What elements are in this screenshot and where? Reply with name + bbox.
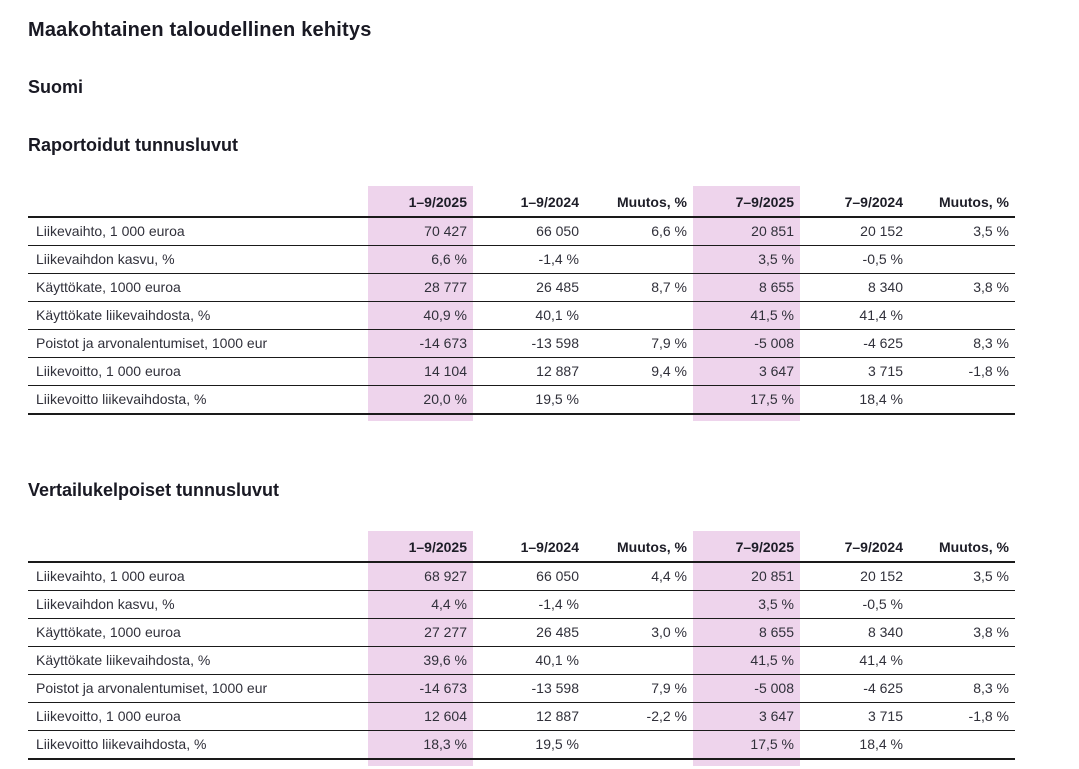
value-cell: 66 050 xyxy=(473,217,585,246)
row-label: Käyttökate liikevaihdosta, % xyxy=(28,647,368,675)
row-label: Liikevoitto liikevaihdosta, % xyxy=(28,386,368,415)
value-cell: 7,9 % xyxy=(585,675,693,703)
value-cell: -14 673 xyxy=(368,330,473,358)
table-row xyxy=(28,217,1015,246)
value-cell xyxy=(909,731,1015,760)
column-header-change-2: Muutos, % xyxy=(909,186,1015,217)
value-cell: -5 008 xyxy=(693,675,800,703)
highlight-column-extension xyxy=(693,415,800,421)
value-cell: 66 050 xyxy=(473,562,585,591)
value-cell: 8 655 xyxy=(693,274,800,302)
value-cell: 3,5 % xyxy=(693,246,800,274)
table-row xyxy=(28,358,1015,386)
section-comparable-key-figures xyxy=(28,479,1051,766)
table-row xyxy=(28,562,1015,591)
value-cell: 8 340 xyxy=(800,619,909,647)
value-cell: 8 340 xyxy=(800,274,909,302)
value-cell: -14 673 xyxy=(368,675,473,703)
table-row xyxy=(28,675,1015,703)
value-cell: -2,2 % xyxy=(585,703,693,731)
value-cell: 40,1 % xyxy=(473,647,585,675)
value-cell: 41,4 % xyxy=(800,302,909,330)
value-cell: 18,4 % xyxy=(800,386,909,415)
value-cell: 12 887 xyxy=(473,358,585,386)
value-cell: 3,5 % xyxy=(693,591,800,619)
row-label: Liikevaihdon kasvu, % xyxy=(28,246,368,274)
row-label: Liikevaihto, 1 000 euroa xyxy=(28,562,368,591)
value-cell: 6,6 % xyxy=(585,217,693,246)
value-cell: 8,3 % xyxy=(909,675,1015,703)
row-label: Liikevaihto, 1 000 euroa xyxy=(28,217,368,246)
value-cell: 3,5 % xyxy=(909,217,1015,246)
value-cell: 28 777 xyxy=(368,274,473,302)
value-cell: 17,5 % xyxy=(693,386,800,415)
value-cell: 8,7 % xyxy=(585,274,693,302)
value-cell: 18,4 % xyxy=(800,731,909,760)
row-label: Liikevoitto liikevaihdosta, % xyxy=(28,731,368,760)
value-cell: -13 598 xyxy=(473,675,585,703)
value-cell: 3,8 % xyxy=(909,274,1015,302)
value-cell: 3 647 xyxy=(693,358,800,386)
value-cell xyxy=(585,731,693,760)
value-cell xyxy=(909,591,1015,619)
value-cell: -0,5 % xyxy=(800,591,909,619)
row-label: Käyttökate liikevaihdosta, % xyxy=(28,302,368,330)
value-cell: 12 887 xyxy=(473,703,585,731)
value-cell: 8 655 xyxy=(693,619,800,647)
value-cell xyxy=(585,647,693,675)
row-label: Poistot ja arvonalentumiset, 1000 eur xyxy=(28,330,368,358)
comparable-key-figures-table-wrap xyxy=(28,531,1015,766)
column-header-change-1: Muutos, % xyxy=(585,186,693,217)
section-title-comparable: Vertailukelpoiset tunnusluvut xyxy=(28,480,280,500)
column-header-period-4: 7–9/2024 xyxy=(800,531,909,562)
table-row xyxy=(28,591,1015,619)
section-reported-key-figures xyxy=(28,134,1051,421)
value-cell: -1,4 % xyxy=(473,591,585,619)
value-cell: 39,6 % xyxy=(368,647,473,675)
row-label: Poistot ja arvonalentumiset, 1000 eur xyxy=(28,675,368,703)
value-cell: 41,4 % xyxy=(800,647,909,675)
column-header-period-4: 7–9/2024 xyxy=(800,186,909,217)
column-header-period-3: 7–9/2025 xyxy=(693,531,800,562)
value-cell: 19,5 % xyxy=(473,731,585,760)
reported-key-figures-table xyxy=(28,186,1015,415)
value-cell: 26 485 xyxy=(473,274,585,302)
corner-cell xyxy=(28,186,368,217)
value-cell: 40,1 % xyxy=(473,302,585,330)
table-row xyxy=(28,703,1015,731)
value-cell: 70 427 xyxy=(368,217,473,246)
value-cell: 3 715 xyxy=(800,358,909,386)
table-row xyxy=(28,302,1015,330)
value-cell: -1,4 % xyxy=(473,246,585,274)
table-row xyxy=(28,274,1015,302)
row-label: Liikevoitto, 1 000 euroa xyxy=(28,358,368,386)
country-heading: Suomi xyxy=(28,77,84,97)
value-cell: 7,9 % xyxy=(585,330,693,358)
column-header-change-1: Muutos, % xyxy=(585,531,693,562)
column-header-period-3: 7–9/2025 xyxy=(693,186,800,217)
column-header-period-1: 1–9/2025 xyxy=(368,531,473,562)
value-cell: 40,9 % xyxy=(368,302,473,330)
value-cell xyxy=(585,302,693,330)
column-header-period-2: 1–9/2024 xyxy=(473,186,585,217)
value-cell: 9,4 % xyxy=(585,358,693,386)
section-title-reported: Raportoidut tunnusluvut xyxy=(28,135,238,155)
value-cell: 4,4 % xyxy=(585,562,693,591)
value-cell: 27 277 xyxy=(368,619,473,647)
value-cell: 6,6 % xyxy=(368,246,473,274)
value-cell: 3 647 xyxy=(693,703,800,731)
value-cell: 3,0 % xyxy=(585,619,693,647)
table-row xyxy=(28,386,1015,415)
value-cell: 20 851 xyxy=(693,562,800,591)
row-label: Käyttökate, 1000 euroa xyxy=(28,274,368,302)
value-cell: -4 625 xyxy=(800,330,909,358)
table-row xyxy=(28,246,1015,274)
value-cell: 17,5 % xyxy=(693,731,800,760)
column-header-period-1: 1–9/2025 xyxy=(368,186,473,217)
value-cell: 12 604 xyxy=(368,703,473,731)
value-cell: 19,5 % xyxy=(473,386,585,415)
value-cell: -1,8 % xyxy=(909,703,1015,731)
value-cell: 68 927 xyxy=(368,562,473,591)
value-cell: -0,5 % xyxy=(800,246,909,274)
row-label: Käyttökate, 1000 euroa xyxy=(28,619,368,647)
value-cell: 4,4 % xyxy=(368,591,473,619)
value-cell xyxy=(909,302,1015,330)
value-cell: -13 598 xyxy=(473,330,585,358)
column-header-change-2: Muutos, % xyxy=(909,531,1015,562)
value-cell: 8,3 % xyxy=(909,330,1015,358)
row-label: Liikevaihdon kasvu, % xyxy=(28,591,368,619)
value-cell: 41,5 % xyxy=(693,302,800,330)
value-cell: -1,8 % xyxy=(909,358,1015,386)
value-cell: 3 715 xyxy=(800,703,909,731)
table-row xyxy=(28,330,1015,358)
value-cell: -4 625 xyxy=(800,675,909,703)
value-cell xyxy=(909,246,1015,274)
value-cell xyxy=(585,591,693,619)
value-cell: 3,5 % xyxy=(909,562,1015,591)
value-cell: 26 485 xyxy=(473,619,585,647)
corner-cell xyxy=(28,531,368,562)
value-cell: 20 152 xyxy=(800,217,909,246)
value-cell xyxy=(909,647,1015,675)
table-header-row xyxy=(28,186,1015,217)
table-row xyxy=(28,619,1015,647)
value-cell xyxy=(585,246,693,274)
reported-key-figures-table-wrap xyxy=(28,186,1015,421)
column-header-period-2: 1–9/2024 xyxy=(473,531,585,562)
value-cell xyxy=(909,386,1015,415)
value-cell: 18,3 % xyxy=(368,731,473,760)
row-label: Liikevoitto, 1 000 euroa xyxy=(28,703,368,731)
table-row xyxy=(28,647,1015,675)
table-row xyxy=(28,731,1015,760)
table-header-row xyxy=(28,531,1015,562)
highlight-column-extension xyxy=(693,760,800,766)
comparable-key-figures-table xyxy=(28,531,1015,760)
value-cell: -5 008 xyxy=(693,330,800,358)
highlight-column-extension xyxy=(368,760,473,766)
value-cell: 20 851 xyxy=(693,217,800,246)
highlight-column-extension xyxy=(368,415,473,421)
value-cell: 20 152 xyxy=(800,562,909,591)
value-cell xyxy=(585,386,693,415)
value-cell: 20,0 % xyxy=(368,386,473,415)
page-title: Maakohtainen taloudellinen kehitys xyxy=(28,19,372,41)
value-cell: 41,5 % xyxy=(693,647,800,675)
value-cell: 14 104 xyxy=(368,358,473,386)
value-cell: 3,8 % xyxy=(909,619,1015,647)
